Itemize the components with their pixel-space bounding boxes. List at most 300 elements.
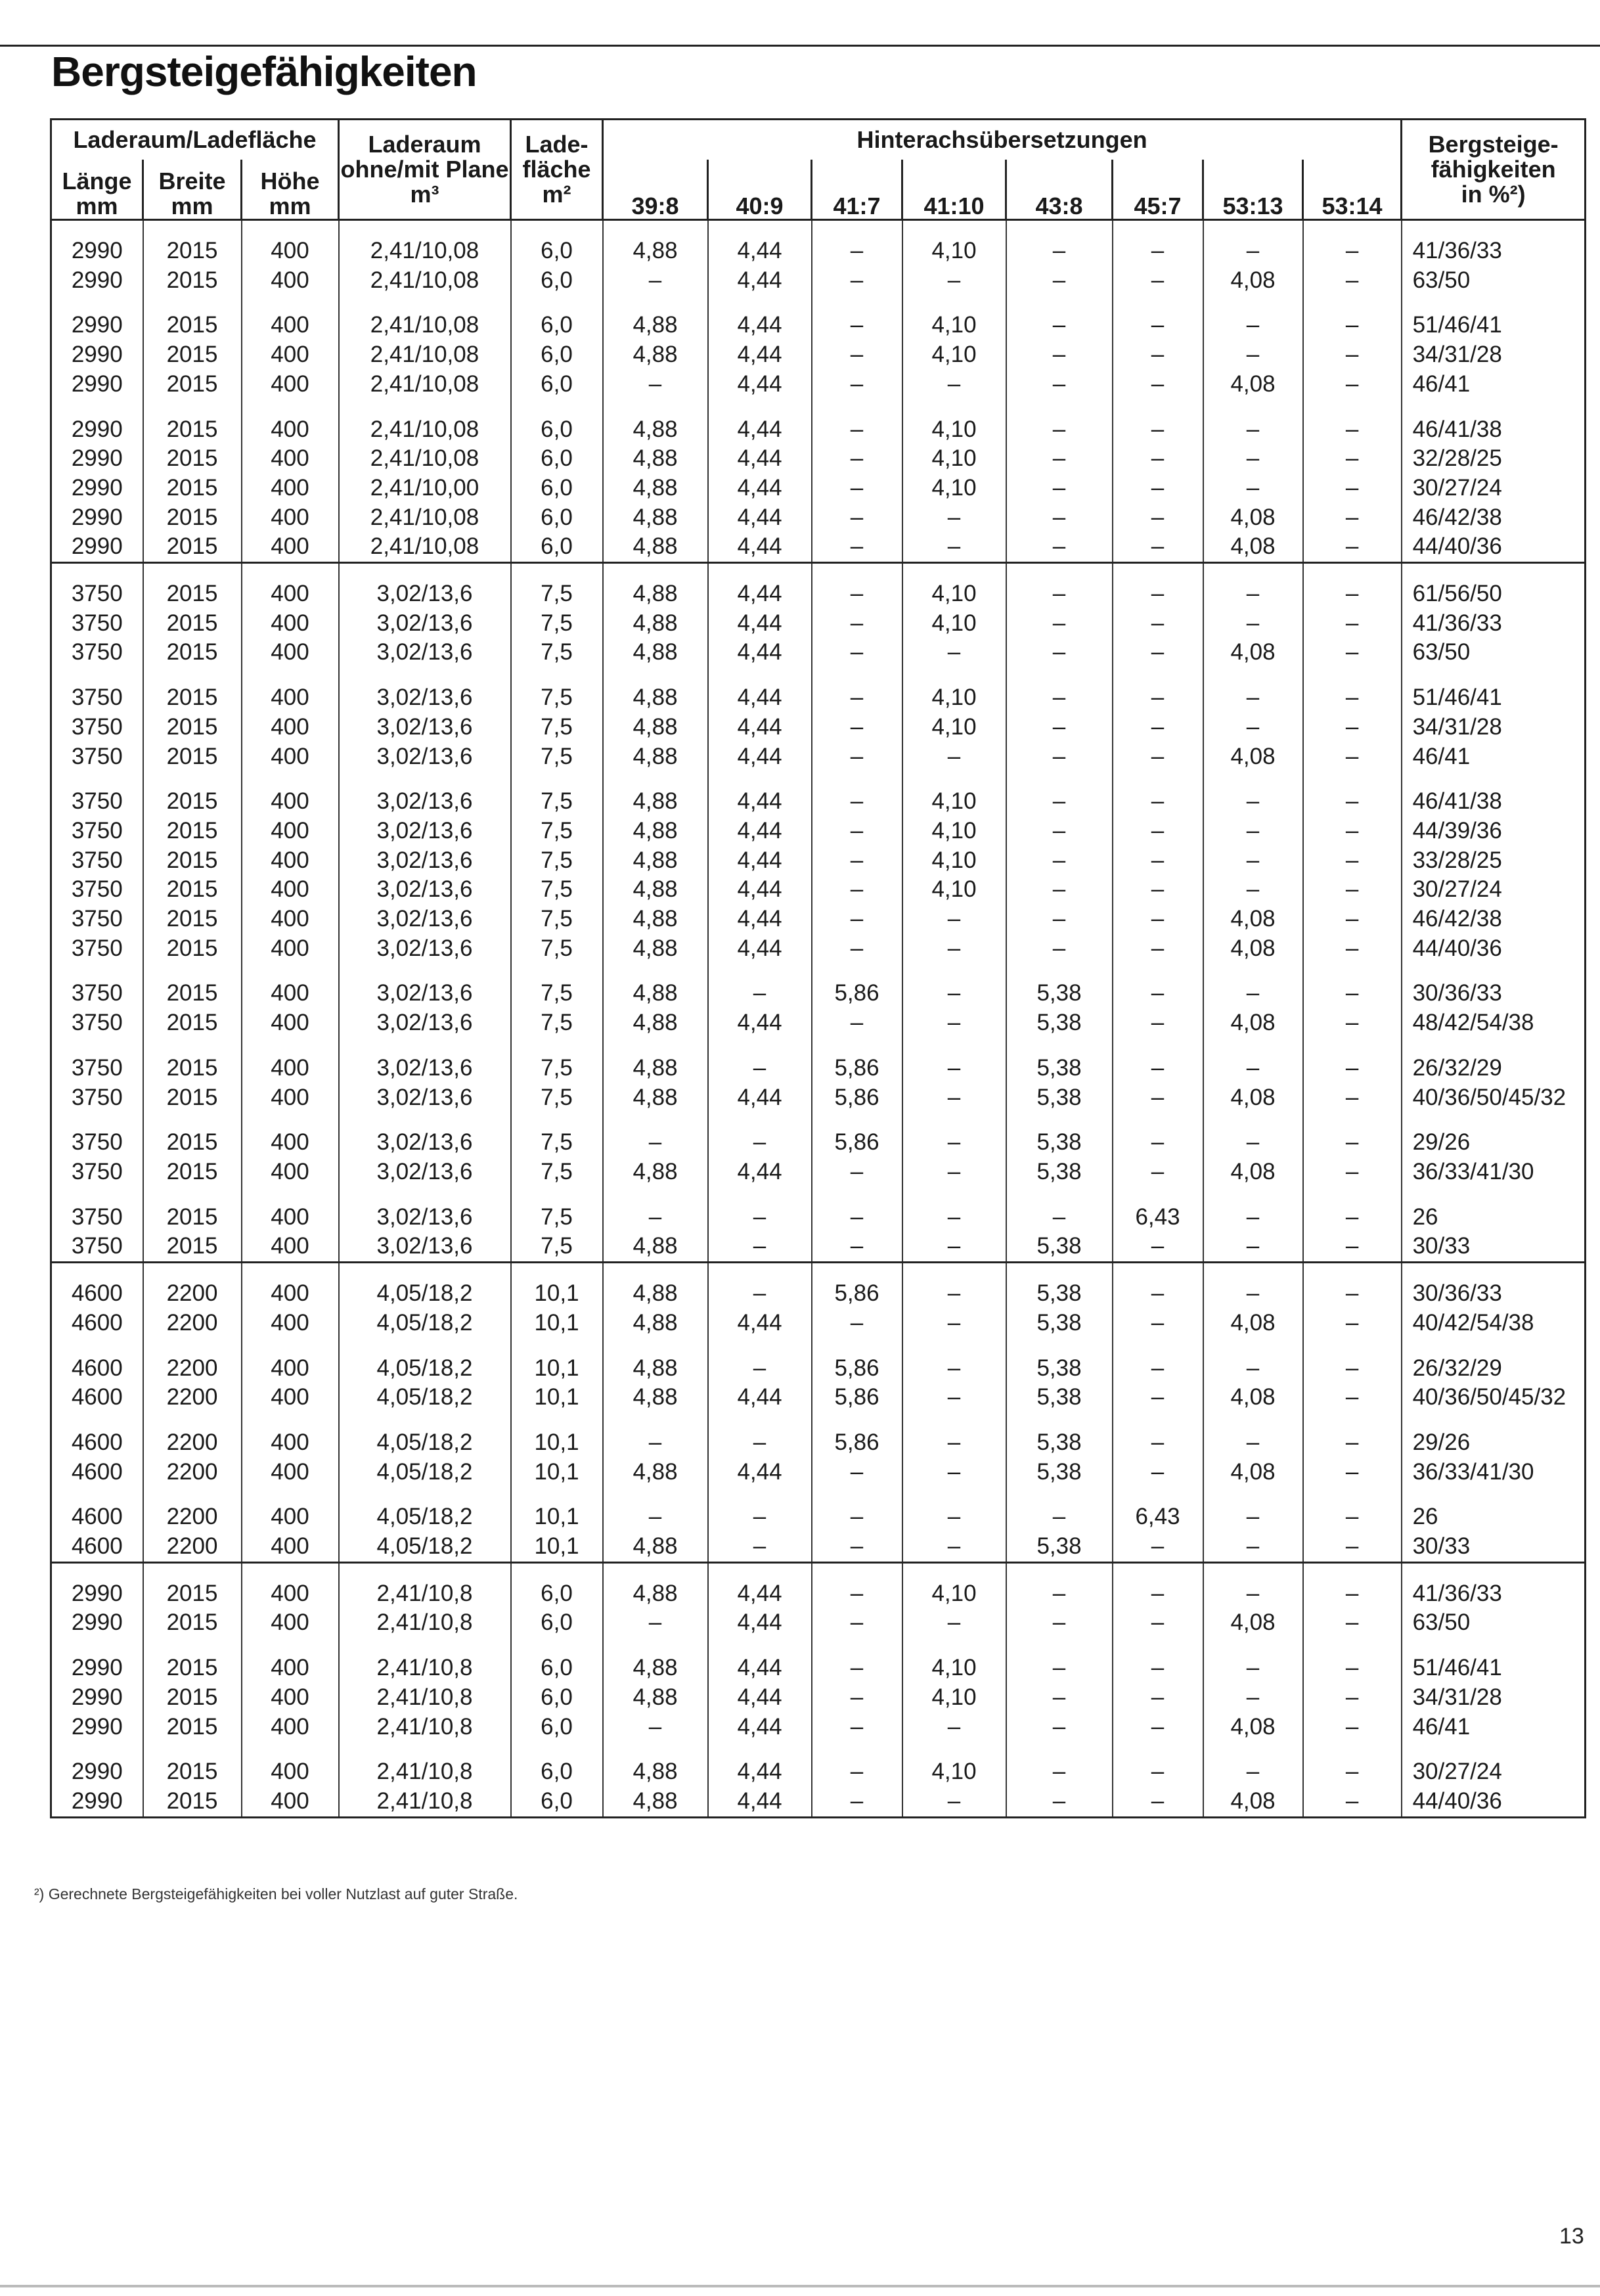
cell-hoehe: 400 — [242, 579, 339, 609]
cell-ratio-53-13: – — [1203, 1279, 1303, 1309]
cell-ratio-53-14: – — [1303, 474, 1402, 503]
cell-ratio-53-14: – — [1303, 638, 1402, 667]
cell-ratio-41-7: – — [812, 1532, 902, 1562]
cell-ratio-45-7: – — [1113, 1787, 1203, 1817]
spacer-cell — [242, 295, 339, 311]
spacer-cell — [1113, 1638, 1203, 1654]
cell-ratio-45-7: – — [1113, 1532, 1203, 1562]
cell-bergsteigefaehigkeit: 34/31/28 — [1402, 713, 1586, 742]
cell-ratio-53-13: – — [1203, 713, 1303, 742]
cell-ratio-43-8: 5,38 — [1006, 1428, 1113, 1458]
spacer-cell — [1203, 1187, 1303, 1203]
spacer-cell — [143, 295, 242, 311]
spacer-cell — [339, 295, 511, 311]
cell-ratio-39-8: 4,88 — [603, 1232, 708, 1262]
spacer-cell — [708, 1338, 812, 1354]
cell-laenge: 2990 — [71, 1655, 123, 1681]
cell-ratio-53-13: – — [1203, 1428, 1303, 1458]
cell-ratio-40-9: 4,44 — [708, 1683, 812, 1713]
cell-hoehe: 400 — [242, 683, 339, 713]
header-ladeflaeche-line2: fläche — [522, 156, 591, 183]
spacer-cell — [143, 1412, 242, 1428]
spacer-cell — [603, 399, 708, 415]
cell-bergsteigefaehigkeit: 26 — [1402, 1203, 1586, 1232]
spacer-cell — [51, 295, 143, 311]
cell-ratio-45-7: – — [1113, 713, 1203, 742]
cell-laenge: 3750 — [71, 581, 123, 607]
cell-ratio-40-9: – — [708, 1128, 812, 1158]
header-ratio-41-7: 41:7 — [812, 160, 902, 220]
spacer-cell — [1006, 1187, 1113, 1203]
cell-ratio-53-14: – — [1303, 1713, 1402, 1742]
spacer-cell — [902, 295, 1006, 311]
cell-laderaum: 3,02/13,6 — [339, 638, 511, 667]
cell-ratio-39-8: 4,88 — [603, 1158, 708, 1187]
cell-ratio-45-7: – — [1113, 444, 1203, 474]
cell-ratio-40-9: 4,44 — [708, 1787, 812, 1817]
cell-ratio-41-10: – — [902, 638, 1006, 667]
spacer-cell — [708, 1412, 812, 1428]
cell-hoehe: 400 — [242, 1158, 339, 1187]
cell-ratio-41-7: – — [812, 1683, 902, 1713]
cell-hoehe: 400 — [242, 609, 339, 639]
cell-ladeflaeche: 7,5 — [511, 1083, 603, 1113]
cell-ladeflaeche: 10,1 — [511, 1458, 603, 1487]
cell-ratio-40-9: – — [708, 1232, 812, 1262]
spacer-cell — [51, 1187, 143, 1203]
cell-ratio-41-10: – — [902, 532, 1006, 562]
cell-ladeflaeche: 7,5 — [511, 638, 603, 667]
cell-ratio-41-7: – — [812, 787, 902, 817]
cell-laenge: 3750 — [71, 788, 123, 815]
cell-ratio-41-10: – — [902, 1158, 1006, 1187]
spacer-cell — [902, 1487, 1006, 1502]
cell-ratio-41-10: – — [902, 266, 1006, 296]
spacer-cell — [1303, 1112, 1402, 1128]
cell-ratio-41-10: 4,10 — [902, 474, 1006, 503]
cell-ratio-39-8: 4,88 — [603, 1458, 708, 1487]
cell-ratio-45-7: – — [1113, 846, 1203, 876]
cell-ratio-45-7: – — [1113, 1428, 1203, 1458]
spacer-cell — [1006, 667, 1113, 683]
cell-laderaum: 4,05/18,2 — [339, 1279, 511, 1309]
cell-ratio-41-7: – — [812, 1654, 902, 1683]
cell-bergsteigefaehigkeit: 46/41 — [1402, 370, 1586, 399]
spacer-cell — [1402, 563, 1586, 580]
cell-ratio-41-10: – — [902, 1502, 1006, 1532]
cell-breite: 2015 — [143, 787, 242, 817]
cell-ladeflaeche: 7,5 — [511, 846, 603, 876]
cell-bergsteigefaehigkeit: 26/32/29 — [1402, 1354, 1586, 1384]
spacer-cell — [1203, 1038, 1303, 1054]
cell-ratio-43-8: 5,38 — [1006, 979, 1113, 1008]
group-spacer — [51, 399, 1586, 415]
cell-breite: 2200 — [143, 1354, 242, 1384]
cell-ladeflaeche: 6,0 — [511, 415, 603, 445]
table-section — [51, 1263, 1586, 1563]
cell-laenge: 3750 — [71, 906, 123, 932]
cell-laenge: 2990 — [71, 1713, 123, 1740]
cell-hoehe: 400 — [242, 415, 339, 445]
cell-ratio-43-8: – — [1006, 1608, 1113, 1638]
cell-ratio-39-8: 4,88 — [603, 1279, 708, 1309]
cell-bergsteigefaehigkeit: 46/41/38 — [1402, 415, 1586, 445]
cell-ratio-41-10: 4,10 — [902, 236, 1006, 266]
cell-breite: 2015 — [143, 370, 242, 399]
header-berg-line1: Bergsteige- — [1428, 131, 1559, 158]
cell-ratio-45-7: – — [1113, 609, 1203, 639]
cell-hoehe: 400 — [242, 1532, 339, 1562]
spacer-cell — [511, 963, 603, 979]
header-hoehe-label: Höhe — [260, 168, 320, 194]
cell-hoehe: 400 — [242, 1757, 339, 1787]
spacer-cell — [1303, 1038, 1402, 1054]
cell-laderaum: 3,02/13,6 — [339, 742, 511, 772]
cell-ladeflaeche: 10,1 — [511, 1309, 603, 1338]
spacer-cell — [143, 1187, 242, 1203]
cell-ratio-39-8: 4,88 — [603, 532, 708, 562]
cell-ratio-43-8: – — [1006, 1713, 1113, 1742]
cell-ratio-40-9: – — [708, 979, 812, 1008]
cell-ladeflaeche: 10,1 — [511, 1428, 603, 1458]
spacer-cell — [902, 1263, 1006, 1280]
cell-ratio-53-14: – — [1303, 1608, 1402, 1638]
header-breite — [143, 160, 242, 220]
header-laenge-unit: mm — [76, 192, 118, 219]
spacer-cell — [1402, 1112, 1586, 1128]
spacer-cell — [1203, 220, 1303, 237]
cell-ratio-53-13: 4,08 — [1203, 1383, 1303, 1412]
table-row — [51, 1458, 1586, 1487]
spacer-cell — [1113, 563, 1203, 580]
cell-ladeflaeche: 10,1 — [511, 1502, 603, 1532]
cell-ratio-53-13: – — [1203, 1203, 1303, 1232]
spacer-cell — [708, 399, 812, 415]
cell-ratio-41-10: 4,10 — [902, 415, 1006, 445]
cell-breite: 2015 — [143, 638, 242, 667]
header-ladeflaeche-line1: Lade- — [525, 131, 589, 158]
table-row — [51, 1608, 1586, 1638]
cell-ratio-43-8: – — [1006, 236, 1113, 266]
cell-bergsteigefaehigkeit: 44/40/36 — [1402, 934, 1586, 964]
header-ratio-53-14: 53:14 — [1303, 160, 1402, 220]
spacer-cell — [708, 771, 812, 787]
cell-ratio-39-8: 4,88 — [603, 579, 708, 609]
cell-ratio-40-9: 4,44 — [708, 415, 812, 445]
cell-ratio-39-8: 4,88 — [603, 1532, 708, 1562]
group-spacer — [51, 963, 1586, 979]
cell-ratio-41-10: 4,10 — [902, 713, 1006, 742]
cell-ratio-41-10: 4,10 — [902, 311, 1006, 340]
cell-ladeflaeche: 7,5 — [511, 713, 603, 742]
cell-ratio-41-10: – — [902, 742, 1006, 772]
cell-ladeflaeche: 10,1 — [511, 1532, 603, 1562]
cell-ladeflaeche: 7,5 — [511, 609, 603, 639]
cell-ratio-43-8: – — [1006, 905, 1113, 934]
spacer-cell — [143, 563, 242, 580]
spacer-cell — [1006, 1487, 1113, 1502]
cell-ratio-41-10: 4,10 — [902, 609, 1006, 639]
cell-hoehe: 400 — [242, 713, 339, 742]
spacer-cell — [708, 1562, 812, 1579]
cell-ratio-53-13: 4,08 — [1203, 905, 1303, 934]
cell-ratio-40-9: 4,44 — [708, 370, 812, 399]
cell-breite: 2015 — [143, 503, 242, 533]
cell-breite: 2015 — [143, 474, 242, 503]
cell-ratio-53-14: – — [1303, 1787, 1402, 1817]
cell-ratio-41-7: – — [812, 266, 902, 296]
cell-laderaum: 3,02/13,6 — [339, 934, 511, 964]
cell-ratio-39-8: – — [603, 1713, 708, 1742]
cell-ratio-41-7: – — [812, 1787, 902, 1817]
spacer-cell — [708, 1263, 812, 1280]
table-row — [51, 532, 1586, 562]
cell-hoehe: 400 — [242, 1128, 339, 1158]
cell-ratio-45-7: – — [1113, 1683, 1203, 1713]
spacer-cell — [1113, 1112, 1203, 1128]
footnote: ²) Gerechnete Bergsteigefähigkeiten bei voller Nutzlast auf guter Straße. — [34, 1885, 518, 1902]
cell-laenge: 2990 — [71, 267, 123, 293]
spacer-cell — [1303, 963, 1402, 979]
cell-ratio-53-14: – — [1303, 1232, 1402, 1262]
cell-ratio-41-10: – — [902, 370, 1006, 399]
cell-ratio-41-10: – — [902, 1128, 1006, 1158]
cell-laenge: 3750 — [71, 817, 123, 844]
cell-ratio-41-7: – — [812, 846, 902, 876]
cell-ratio-45-7: – — [1113, 1158, 1203, 1187]
cell-ratio-41-7: – — [812, 683, 902, 713]
cell-ratio-39-8: 4,88 — [603, 1054, 708, 1083]
cell-ratio-40-9: – — [708, 1054, 812, 1083]
cell-breite: 2015 — [143, 1654, 242, 1683]
cell-ratio-40-9: 4,44 — [708, 1158, 812, 1187]
cell-ratio-41-10: – — [902, 1787, 1006, 1817]
cell-hoehe: 400 — [242, 340, 339, 370]
spacer-cell — [603, 1187, 708, 1203]
spacer-cell — [1402, 963, 1586, 979]
spacer-cell — [1203, 1412, 1303, 1428]
cell-ratio-41-10: – — [902, 979, 1006, 1008]
page-title: Bergsteigefähigkeiten — [51, 48, 477, 95]
page-number: 13 — [1559, 2224, 1584, 2249]
cell-ladeflaeche: 10,1 — [511, 1354, 603, 1384]
spacer-cell — [51, 1562, 143, 1579]
spacer-cell — [143, 1638, 242, 1654]
cell-ratio-40-9: 4,44 — [708, 1608, 812, 1638]
spacer-cell — [1402, 1038, 1586, 1054]
table-row — [51, 1787, 1586, 1817]
cell-ratio-45-7: – — [1113, 1654, 1203, 1683]
spacer-cell — [511, 1263, 603, 1280]
cell-laenge: 3750 — [71, 685, 123, 711]
cell-ratio-40-9: 4,44 — [708, 875, 812, 905]
cell-ratio-45-7: – — [1113, 340, 1203, 370]
cell-laderaum: 3,02/13,6 — [339, 1203, 511, 1232]
table-row — [51, 1579, 1586, 1609]
spacer-cell — [1303, 220, 1402, 237]
cell-ratio-39-8: 4,88 — [603, 340, 708, 370]
cell-ratio-43-8: 5,38 — [1006, 1158, 1113, 1187]
spacer-cell — [1113, 771, 1203, 787]
cell-bergsteigefaehigkeit: 41/36/33 — [1402, 609, 1586, 639]
cell-ratio-45-7: – — [1113, 236, 1203, 266]
header-ladeflaeche — [511, 120, 603, 220]
cell-ratio-53-13: 4,08 — [1203, 638, 1303, 667]
cell-laenge: 3750 — [71, 713, 123, 740]
spacer-cell — [1203, 1112, 1303, 1128]
spacer-cell — [242, 399, 339, 415]
cell-breite: 2015 — [143, 415, 242, 445]
cell-ratio-41-7: – — [812, 1579, 902, 1609]
spacer-cell — [1006, 295, 1113, 311]
cell-ratio-41-10: – — [902, 1383, 1006, 1412]
cell-bergsteigefaehigkeit: 44/40/36 — [1402, 532, 1586, 562]
spacer-cell — [1303, 771, 1402, 787]
cell-laderaum: 3,02/13,6 — [339, 1128, 511, 1158]
cell-laderaum: 3,02/13,6 — [339, 1054, 511, 1083]
spacer-cell — [812, 1263, 902, 1280]
table-row — [51, 1502, 1586, 1532]
cell-hoehe: 400 — [242, 1383, 339, 1412]
cell-ratio-43-8: – — [1006, 1654, 1113, 1683]
cell-ratio-40-9: 4,44 — [708, 1083, 812, 1113]
table-row — [51, 979, 1586, 1008]
spacer-cell — [1006, 1038, 1113, 1054]
cell-ratio-43-8: – — [1006, 1502, 1113, 1532]
cell-ratio-45-7: – — [1113, 683, 1203, 713]
cell-ratio-45-7: – — [1113, 1458, 1203, 1487]
cell-bergsteigefaehigkeit: 34/31/28 — [1402, 340, 1586, 370]
spacer-cell — [339, 220, 511, 237]
cell-hoehe: 400 — [242, 474, 339, 503]
cell-ratio-43-8: – — [1006, 713, 1113, 742]
cell-laenge: 4600 — [71, 1309, 123, 1336]
header-hoehe — [242, 160, 339, 220]
cell-breite: 2200 — [143, 1502, 242, 1532]
cell-laenge: 2990 — [71, 1580, 123, 1606]
cell-ratio-41-7: – — [812, 1713, 902, 1742]
spacer-cell — [511, 1487, 603, 1502]
cell-ratio-53-13: 4,08 — [1203, 1787, 1303, 1817]
cell-ladeflaeche: 6,0 — [511, 1654, 603, 1683]
table-row — [51, 1354, 1586, 1384]
spacer-cell — [1203, 667, 1303, 683]
cell-ratio-40-9: 4,44 — [708, 532, 812, 562]
spacer-cell — [1203, 295, 1303, 311]
cell-laenge: 3750 — [71, 980, 123, 1006]
cell-bergsteigefaehigkeit: 30/27/24 — [1402, 875, 1586, 905]
cell-hoehe: 400 — [242, 1654, 339, 1683]
spacer-cell — [1303, 1742, 1402, 1757]
cell-ratio-53-14: – — [1303, 1083, 1402, 1113]
cell-ratio-45-7: – — [1113, 1083, 1203, 1113]
spacer-cell — [242, 1742, 339, 1757]
cell-ratio-53-13: 4,08 — [1203, 503, 1303, 533]
cell-ratio-41-7: – — [812, 1158, 902, 1187]
cell-hoehe: 400 — [242, 905, 339, 934]
spacer-cell — [511, 1187, 603, 1203]
cell-ratio-39-8: 4,88 — [603, 503, 708, 533]
cell-bergsteigefaehigkeit: 30/33 — [1402, 1532, 1586, 1562]
cell-ratio-39-8: 4,88 — [603, 1083, 708, 1113]
spacer-cell — [1203, 963, 1303, 979]
cell-laenge: 2990 — [71, 1609, 123, 1636]
table-row — [51, 817, 1586, 846]
cell-ratio-53-14: – — [1303, 817, 1402, 846]
spacer-cell — [339, 1562, 511, 1579]
cell-ladeflaeche: 7,5 — [511, 817, 603, 846]
cell-laderaum: 3,02/13,6 — [339, 817, 511, 846]
spacer-cell — [51, 1638, 143, 1654]
cell-laenge: 3750 — [71, 876, 123, 903]
cell-ratio-40-9: 4,44 — [708, 503, 812, 533]
cell-ratio-53-13: – — [1203, 875, 1303, 905]
cell-ladeflaeche: 6,0 — [511, 532, 603, 562]
cell-breite: 2015 — [143, 311, 242, 340]
cell-ratio-39-8: 4,88 — [603, 1787, 708, 1817]
spacer-cell — [143, 1742, 242, 1757]
spacer-cell — [1303, 1187, 1402, 1203]
spacer-cell — [511, 1638, 603, 1654]
group-spacer — [51, 771, 1586, 787]
group-spacer — [51, 1038, 1586, 1054]
cell-ratio-41-7: – — [812, 444, 902, 474]
cell-hoehe: 400 — [242, 1203, 339, 1232]
cell-ratio-41-7: – — [812, 370, 902, 399]
cell-ratio-41-7: – — [812, 905, 902, 934]
cell-hoehe: 400 — [242, 1713, 339, 1742]
cell-bergsteigefaehigkeit: 41/36/33 — [1402, 236, 1586, 266]
cell-ratio-41-7: 5,86 — [812, 1428, 902, 1458]
cell-breite: 2200 — [143, 1383, 242, 1412]
cell-laderaum: 2,41/10,08 — [339, 266, 511, 296]
cell-laderaum: 3,02/13,6 — [339, 846, 511, 876]
spacer-cell — [1006, 1338, 1113, 1354]
cell-ratio-43-8: – — [1006, 415, 1113, 445]
table-row — [51, 1008, 1586, 1038]
cell-ratio-53-14: – — [1303, 1654, 1402, 1683]
cell-ratio-40-9: 4,44 — [708, 1757, 812, 1787]
cell-laderaum: 2,41/10,00 — [339, 474, 511, 503]
spacer-cell — [242, 963, 339, 979]
spacer-cell — [812, 1412, 902, 1428]
cell-ratio-53-14: – — [1303, 579, 1402, 609]
cell-ratio-41-7: – — [812, 1309, 902, 1338]
table-row — [51, 1054, 1586, 1083]
cell-breite: 2015 — [143, 236, 242, 266]
cell-bergsteigefaehigkeit: 30/36/33 — [1402, 979, 1586, 1008]
spacer-cell — [603, 963, 708, 979]
cell-ratio-43-8: – — [1006, 609, 1113, 639]
spacer-cell — [902, 399, 1006, 415]
cell-ratio-41-10: – — [902, 1713, 1006, 1742]
cell-ratio-40-9: 4,44 — [708, 638, 812, 667]
cell-breite: 2015 — [143, 817, 242, 846]
cell-ratio-43-8: – — [1006, 846, 1113, 876]
cell-ratio-43-8: – — [1006, 444, 1113, 474]
cell-ratio-53-14: – — [1303, 1383, 1402, 1412]
spacer-cell — [1303, 563, 1402, 580]
cell-hoehe: 400 — [242, 875, 339, 905]
spacer-cell — [1303, 1487, 1402, 1502]
spacer-cell — [511, 1412, 603, 1428]
cell-hoehe: 400 — [242, 503, 339, 533]
cell-ratio-39-8: 4,88 — [603, 846, 708, 876]
cell-laderaum: 3,02/13,6 — [339, 579, 511, 609]
cell-laenge: 3750 — [71, 639, 123, 665]
cell-ratio-39-8: – — [603, 1128, 708, 1158]
cell-ladeflaeche: 7,5 — [511, 875, 603, 905]
